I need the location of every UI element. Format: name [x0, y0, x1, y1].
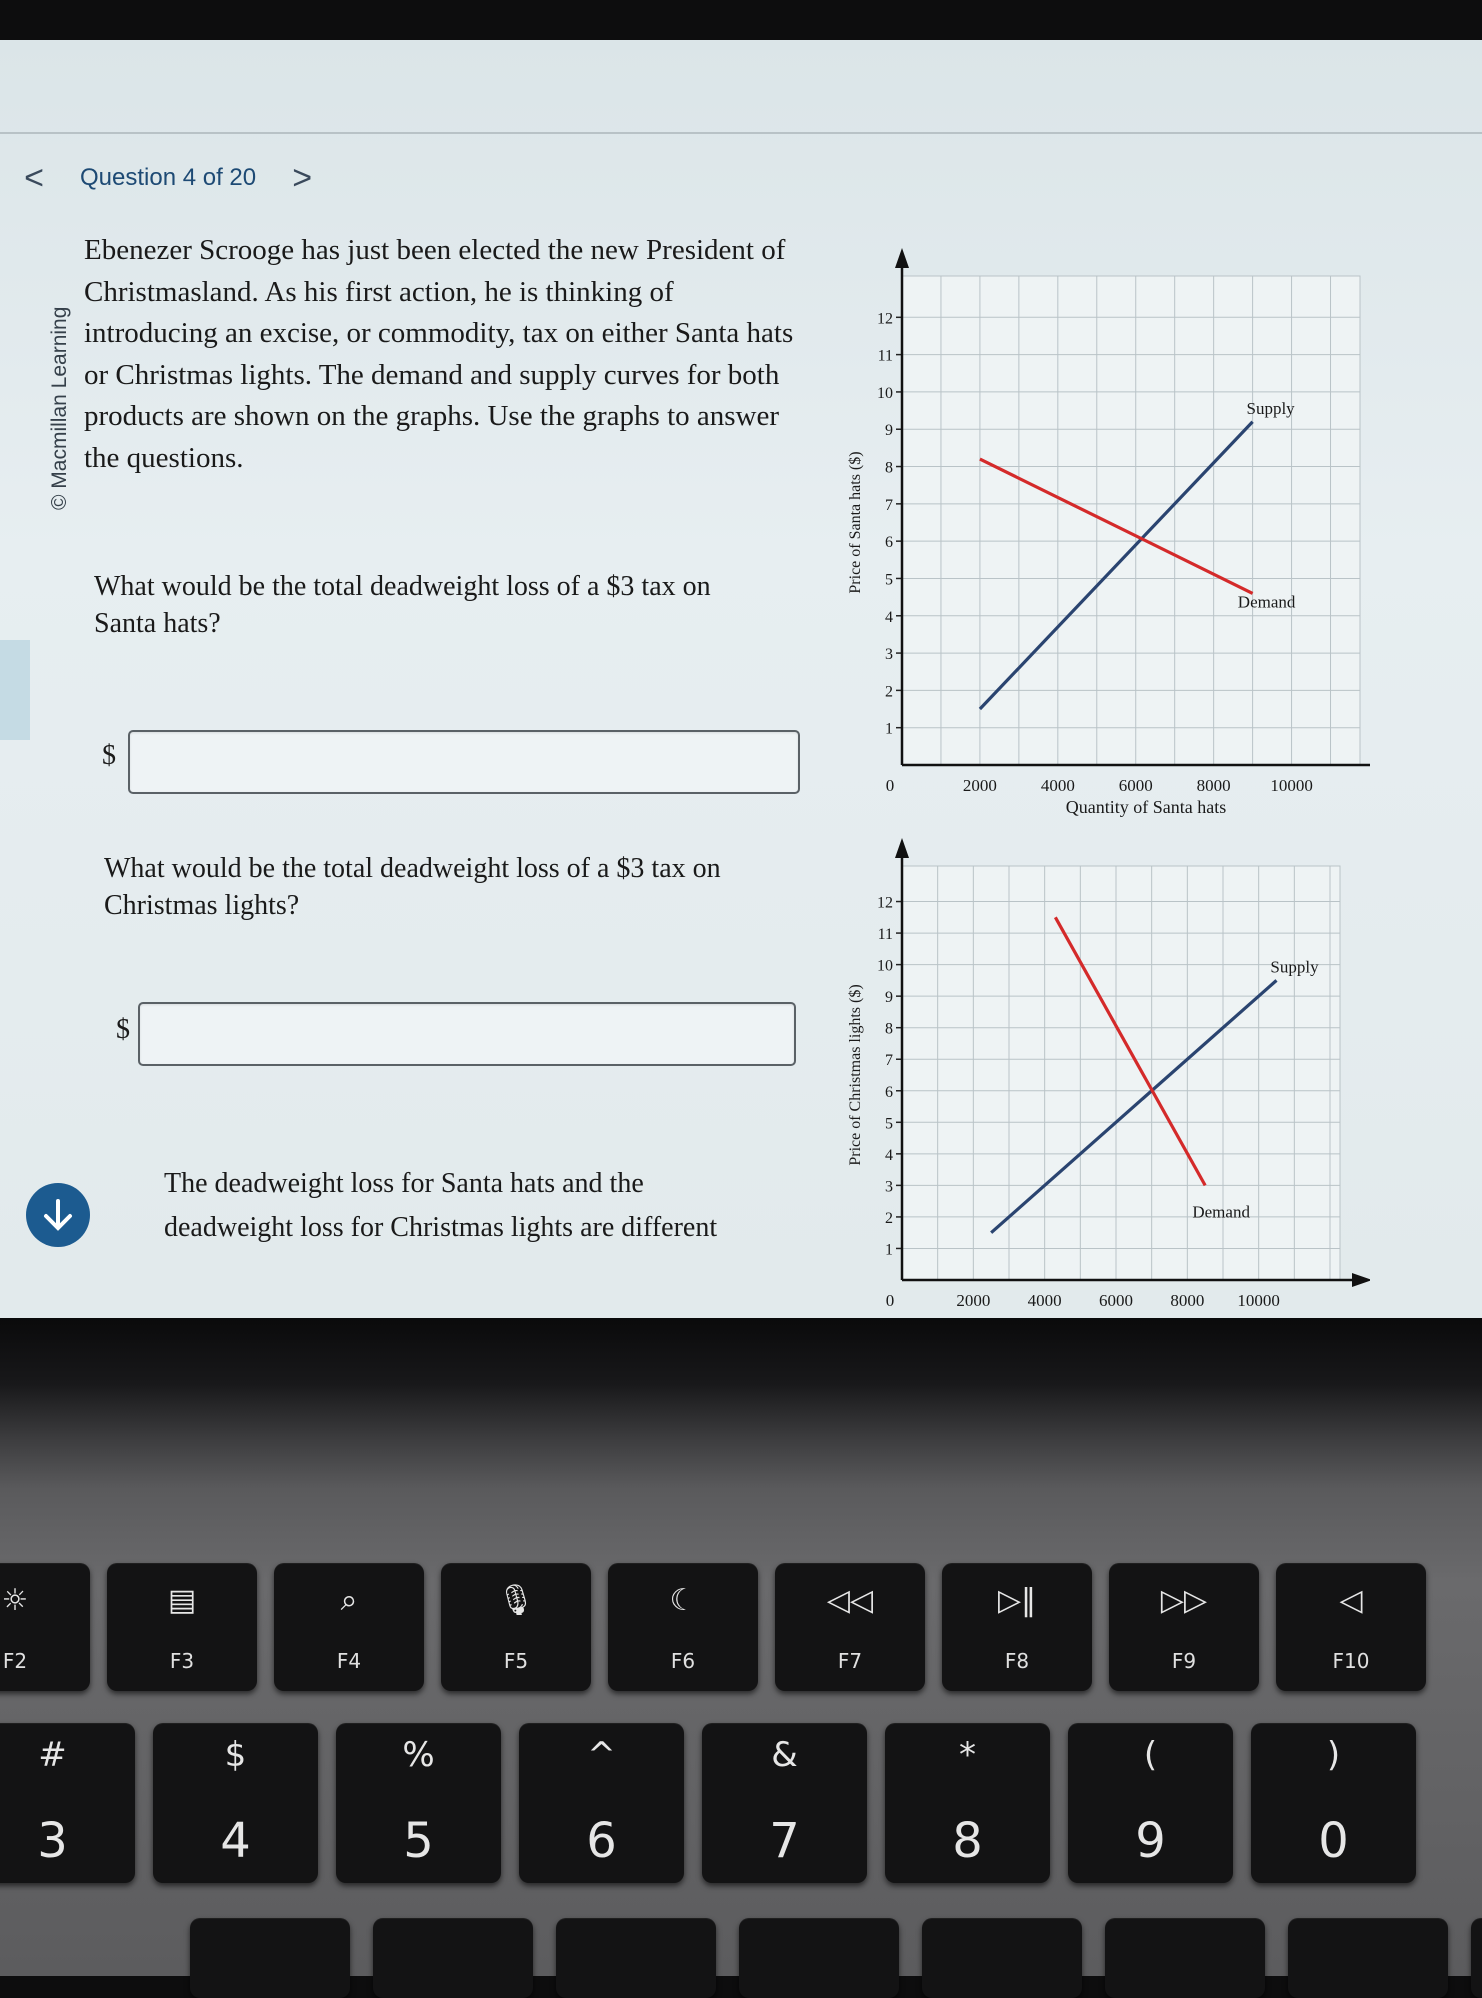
x-tick-label: 2000: [956, 1291, 991, 1310]
key-shift-symbol: #: [38, 1735, 67, 1775]
key-label: F8: [1004, 1649, 1030, 1673]
key-label: F10: [1332, 1649, 1370, 1673]
y-tick-label: 7: [885, 496, 893, 514]
key-shift-symbol: ): [1326, 1735, 1341, 1775]
key-letter-row[interactable]: [190, 1918, 350, 1998]
key-f5[interactable]: [441, 1563, 591, 1691]
key-8[interactable]: [885, 1723, 1050, 1883]
y-tick-label: 10: [877, 957, 893, 975]
mute-icon: ◁: [1339, 1583, 1363, 1618]
dictation-icon: 🎙: [496, 1583, 536, 1618]
x-tick-label: 8000: [1170, 1291, 1205, 1310]
y-tick-label: 2: [885, 1209, 893, 1227]
y-tick-label: 12: [877, 894, 893, 912]
chevron-left-icon[interactable]: <: [24, 159, 44, 197]
x-tick-label: 2000: [962, 776, 997, 795]
y-axis-title: Price of Christmas lights ($): [847, 984, 864, 1166]
x-tick-label: 0: [885, 776, 895, 795]
demand-label: Demand: [1237, 592, 1296, 612]
question-1-unit: $: [102, 740, 116, 771]
key-digit: 8: [952, 1813, 983, 1869]
plot-area: [902, 866, 1340, 1280]
key-label: F9: [1171, 1649, 1197, 1673]
x-tick-label: 4000: [1027, 1291, 1062, 1310]
publisher-credit: © Macmillan Learning: [48, 306, 71, 510]
chart-christmas-lights: [830, 780, 1370, 1310]
key-f7[interactable]: [775, 1563, 925, 1691]
key-label: F2: [2, 1649, 28, 1673]
key-9[interactable]: [1068, 1723, 1233, 1883]
key-f9[interactable]: [1109, 1563, 1259, 1691]
x-axis-arrow: [1352, 1273, 1370, 1287]
mission-control-icon: ▤: [167, 1583, 197, 1618]
key-shift-symbol: $: [224, 1735, 247, 1775]
y-tick-label: 12: [877, 310, 893, 328]
arrow-down-icon[interactable]: [26, 1183, 90, 1247]
key-5[interactable]: [336, 1723, 501, 1883]
key-f2[interactable]: [0, 1563, 90, 1691]
supply-label: Supply: [1246, 398, 1295, 418]
spotlight-icon: ⌕: [340, 1583, 358, 1618]
header-divider: [0, 132, 1482, 134]
answer-input-christmas-lights[interactable]: [138, 1002, 796, 1066]
key-label: F3: [169, 1649, 195, 1673]
key-digit: 5: [403, 1813, 434, 1869]
key-f3[interactable]: [107, 1563, 257, 1691]
key-shift-symbol: (: [1143, 1735, 1158, 1775]
x-tick-label: 6000: [1099, 1291, 1133, 1310]
key-digit: 6: [586, 1813, 617, 1869]
y-tick-label: 9: [885, 989, 893, 1007]
key-shift-symbol: &: [771, 1735, 798, 1775]
x-axis-title: Quantity of Santa hats: [1065, 797, 1227, 817]
key-letter-row[interactable]: [739, 1918, 899, 1998]
key-f8[interactable]: [942, 1563, 1092, 1691]
key-digit: 9: [1135, 1813, 1166, 1869]
x-tick-label: 10000: [1237, 1291, 1280, 1310]
question-counter[interactable]: Question 4 of 20: [80, 164, 257, 191]
answer-input-santa-hats[interactable]: [128, 730, 800, 794]
y-tick-label: 10: [877, 384, 893, 402]
y-tick-label: 5: [885, 571, 893, 589]
y-tick-label: 3: [885, 646, 893, 664]
y-tick-label: 2: [885, 683, 893, 701]
y-tick-label: 5: [885, 1115, 893, 1133]
supply-label: Supply: [1270, 957, 1319, 977]
question-nav: [14, 158, 322, 198]
y-tick-label: 7: [885, 1052, 893, 1070]
key-label: F6: [670, 1649, 696, 1673]
y-axis-arrow: [895, 838, 909, 858]
key-letter-row[interactable]: [373, 1918, 533, 1998]
key-f10[interactable]: [1276, 1563, 1426, 1691]
demand-label: Demand: [1192, 1202, 1250, 1222]
key-shift-symbol: ^: [587, 1735, 616, 1775]
x-tick-label: 10000: [1270, 776, 1313, 795]
y-tick-label: 8: [885, 1020, 893, 1038]
play-pause-icon: ▷‖: [997, 1583, 1037, 1618]
key-digit: 3: [37, 1813, 68, 1869]
key-0[interactable]: [1251, 1723, 1416, 1883]
x-tick-label: 6000: [1118, 776, 1153, 795]
key-shift-symbol: %: [402, 1735, 435, 1775]
key-digit: 4: [220, 1813, 251, 1869]
key-f4[interactable]: [274, 1563, 424, 1691]
key-label: F5: [503, 1649, 529, 1673]
y-tick-label: 6: [885, 1083, 893, 1101]
chevron-right-icon[interactable]: >: [292, 159, 313, 197]
y-tick-label: 9: [885, 422, 893, 440]
key-label: F7: [837, 1649, 863, 1673]
deadweight-statement: The deadweight loss for Santa hats and the deadweight loss for Christmas lights are different: [164, 1168, 718, 1243]
laptop-keyboard: [0, 1318, 1482, 1976]
browser-screen: [0, 40, 1482, 1318]
rewind-icon: ◁◁: [826, 1583, 874, 1618]
key-f6[interactable]: [608, 1563, 758, 1691]
question-1-text: What would be the total deadweight loss of a $3 tax on Santa hats?: [94, 571, 711, 639]
y-tick-label: 4: [885, 1146, 893, 1164]
y-axis-title: Price of Santa hats ($): [847, 451, 864, 594]
key-7[interactable]: [702, 1723, 867, 1883]
x-tick-label: 0: [885, 1291, 895, 1310]
key-letter-row[interactable]: [556, 1918, 716, 1998]
y-axis-arrow: [895, 248, 909, 268]
fast-forward-icon: ▷▷: [1160, 1583, 1208, 1618]
y-tick-label: 4: [885, 608, 893, 626]
key-digit: 7: [769, 1813, 800, 1869]
chart-santa-hats: [830, 210, 1370, 830]
y-tick-label: 8: [885, 459, 893, 477]
key-6[interactable]: [519, 1723, 684, 1883]
question-intro: Ebenezer Scrooge has just been elected the new President of Christmasland. As his first action, he is thinking of introducing an excise, or commodity, tax on either Santa hats or Christmas lights. The demand and supply curves for both products are shown on the graphs. Use the graphs to answer the questions.: [84, 234, 794, 474]
key-label: F4: [336, 1649, 362, 1673]
key-letter-row[interactable]: [1471, 1918, 1482, 1998]
key-4[interactable]: [153, 1723, 318, 1883]
brightness-icon: ☼: [1, 1583, 29, 1618]
x-tick-label: 4000: [1040, 776, 1075, 795]
key-letter-row[interactable]: [1105, 1918, 1265, 1998]
question-2-text: What would be the total deadweight loss of a $3 tax on Christmas lights?: [104, 853, 721, 921]
side-panel-edge: [0, 640, 30, 740]
y-tick-label: 3: [885, 1178, 893, 1196]
y-tick-label: 11: [877, 347, 893, 365]
key-letter-row[interactable]: [1288, 1918, 1448, 1998]
y-tick-label: 6: [885, 534, 893, 552]
key-letter-row[interactable]: [922, 1918, 1082, 1998]
key-3[interactable]: [0, 1723, 135, 1883]
key-shift-symbol: *: [959, 1735, 976, 1775]
question-2-unit: $: [116, 1014, 130, 1045]
y-tick-label: 1: [885, 720, 893, 738]
y-tick-label: 1: [885, 1241, 893, 1259]
y-tick-label: 11: [877, 926, 893, 944]
key-digit: 0: [1318, 1813, 1349, 1869]
do-not-disturb-icon: ☾: [669, 1583, 697, 1618]
x-tick-label: 8000: [1196, 776, 1231, 795]
